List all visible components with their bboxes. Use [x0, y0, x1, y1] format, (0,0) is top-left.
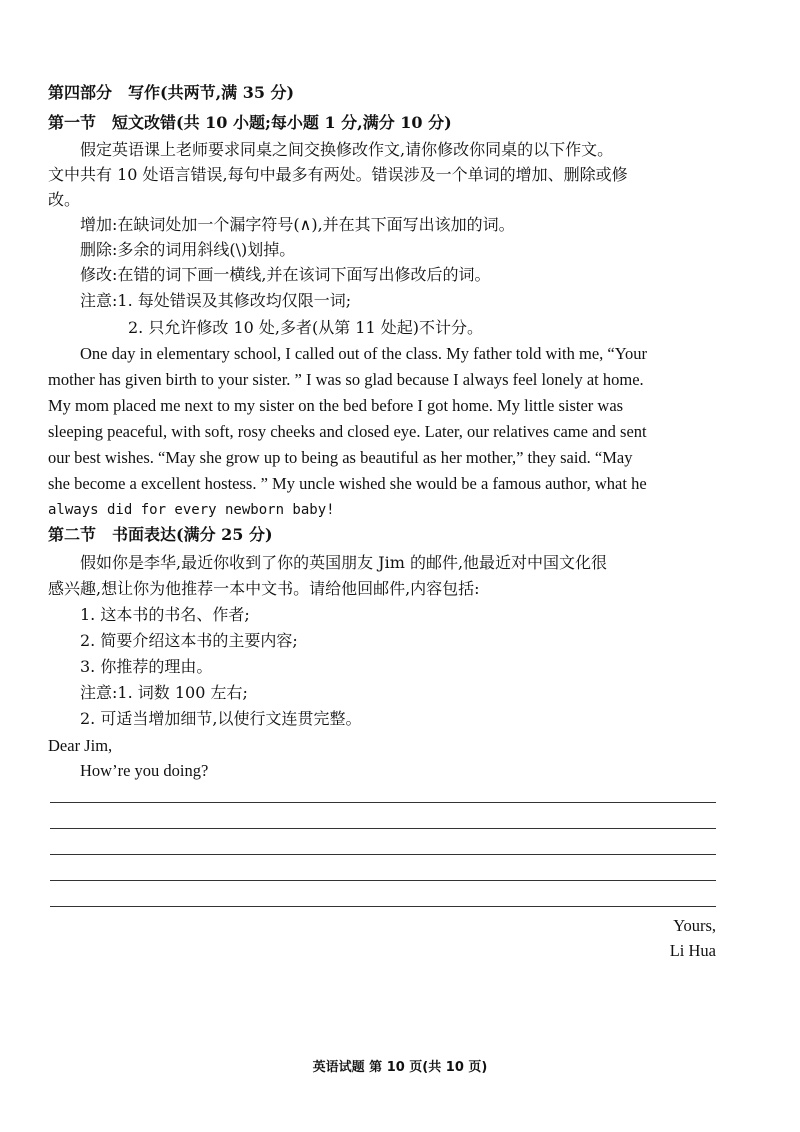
section2-item: 3. 你推荐的理由。 [80, 657, 213, 676]
writing-line [50, 828, 716, 829]
section2-heading: 第二节 书面表达(满分 25 分) [48, 525, 273, 544]
rule-note-1: 注意:1. 每处错误及其修改均仅限一词; [80, 291, 352, 310]
passage-line: our best wishes. “May she grow up to being as beautiful as her mother,” they said. “May [48, 448, 633, 467]
section2-prompt-line: 感兴趣,想让你为他推荐一本中文书。请给他回邮件,内容包括: [48, 579, 480, 598]
passage-line: mother has given birth to your sister. ” I was so glad because I always feel lonely at home. [48, 370, 644, 389]
letter-salutation: Dear Jim, [48, 736, 113, 755]
section2-item: 2. 简要介绍这本书的主要内容; [80, 631, 298, 650]
section2-prompt-line: 假如你是李华,最近你收到了你的英国朋友 Jim 的邮件,他最近对中国文化很 [80, 553, 608, 572]
section1-instruction-line: 文中共有 10 处语言错误,每句中最多有两处。错误涉及一个单词的增加、删除或修 [48, 165, 628, 184]
part-heading: 第四部分 写作(共两节,满 35 分) [48, 83, 295, 102]
section2-item: 2. 可适当增加细节,以使行文连贯完整。 [80, 709, 362, 728]
rule-modify: 修改:在错的词下画一横线,并在该词下面写出修改后的词。 [80, 265, 491, 284]
page-footer: 英语试题 第 10 页(共 10 页) [312, 1060, 488, 1075]
section1-instruction-line: 改。 [48, 190, 81, 209]
writing-line [50, 880, 716, 881]
passage-line: always did for every newborn baby! [48, 502, 335, 518]
letter-signature: Li Hua [669, 941, 716, 960]
section1-instruction-line: 假定英语课上老师要求同桌之间交换修改作文,请你修改你同桌的以下作文。 [80, 140, 614, 159]
rule-note-2: 2. 只允许修改 10 处,多者(从第 11 处起)不计分。 [128, 318, 483, 337]
section2-item: 注意:1. 词数 100 左右; [80, 683, 248, 702]
passage-line: sleeping peaceful, with soft, rosy cheeks and closed eye. Later, our relatives came and sent [48, 422, 647, 441]
letter-opening: How’re you doing? [80, 761, 209, 780]
passage-line: she become a excellent hostess. ” My uncle wished she would be a famous author, what he [48, 474, 647, 493]
section2-item: 1. 这本书的书名、作者; [80, 605, 250, 624]
passage-line: One day in elementary school, I called out of the class. My father told with me, “Your [80, 344, 647, 363]
passage-line: My mom placed me next to my sister on the bed before I got home. My little sister was [48, 396, 624, 415]
writing-line [50, 854, 716, 855]
writing-line [50, 802, 716, 803]
writing-line [50, 906, 716, 907]
section1-heading: 第一节 短文改错(共 10 小题;每小题 1 分,满分 10 分) [48, 113, 452, 132]
rule-add: 增加:在缺词处加一个漏字符号(∧),并在其下面写出该加的词。 [80, 215, 515, 234]
letter-closing: Yours, [673, 916, 716, 935]
rule-delete: 删除:多余的词用斜线(\)划掉。 [80, 240, 296, 259]
